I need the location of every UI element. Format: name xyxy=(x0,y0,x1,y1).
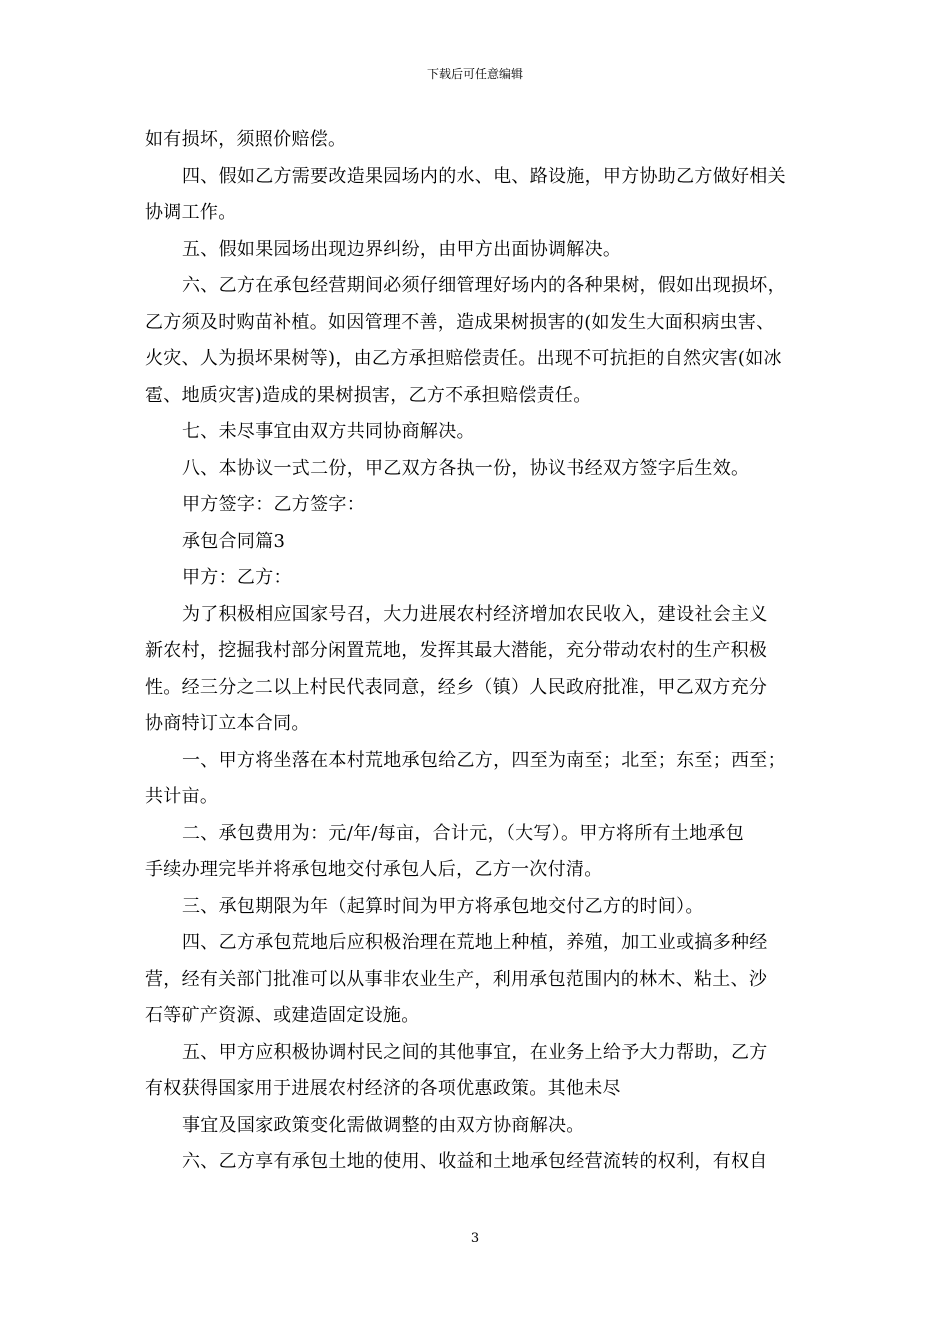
paragraph-line: 五、甲方应积极协调村民之间的其他事宜，在业务上给予大力帮助，乙方 xyxy=(182,1041,768,1063)
paragraph-line: 乙方须及时购苗补植。如因管理不善，造成果树损害的(如发生大面积病虫害、 xyxy=(145,311,775,333)
paragraph-line: 八、本协议一式二份，甲乙双方各执一份，协议书经双方签字后生效。 xyxy=(182,457,750,479)
paragraph-line: 为了积极相应国家号召，大力进展农村经济增加农民收入，建设社会主义 xyxy=(182,603,768,625)
paragraph-line: 甲方：乙方： xyxy=(182,567,292,588)
page-number: 3 xyxy=(470,1231,480,1246)
paragraph-line: 共计亩。 xyxy=(145,786,219,807)
paragraph-line: 性。经三分之二以上村民代表同意，经乡（镇）人民政府批准，甲乙双方充分 xyxy=(145,676,768,698)
paragraph-line: 手续办理完毕并将承包地交付承包人后，乙方一次付清。 xyxy=(145,859,603,880)
paragraph-line: 有权获得国家用于进展农村经济的各项优惠政策。其他未尽 xyxy=(145,1078,621,1099)
page-header: 下载后可任意编辑 xyxy=(426,67,523,81)
section-heading: 承包合同篇3 xyxy=(182,530,286,552)
paragraph-line: 协商特订立本合同。 xyxy=(145,713,310,734)
paragraph-line: 火灾、人为损坏果树等)，由乙方承担赔偿责任。出现不可抗拒的自然灾害(如冰 xyxy=(145,348,782,369)
paragraph-line: 如有损坏，须照价赔偿。 xyxy=(145,129,347,150)
paragraph-line: 新农村，挖掘我村部分闲置荒地，发挥其最大潜能，充分带动农村的生产积极 xyxy=(145,640,768,661)
paragraph-line: 一、甲方将坐落在本村荒地承包给乙方，四至为南至；北至；东至；西至； xyxy=(182,749,786,771)
paragraph-line: 二、承包费用为：元/年/每亩，合计元，（大写）。甲方将所有土地承包 xyxy=(182,822,745,844)
paragraph-line: 六、乙方享有承包土地的使用、收益和土地承包经营流转的权利，有权自 xyxy=(182,1151,768,1172)
paragraph-line: 营，经有关部门批准可以从事非农业生产，利用承包范围内的林木、粘土、沙 xyxy=(145,968,768,990)
paragraph-line: 四、乙方承包荒地后应积极治理在荒地上种植，养殖，加工业或搞多种经 xyxy=(182,932,768,953)
paragraph-line: 五、假如果园场出现边界纠纷，由甲方出面协调解决。 xyxy=(182,238,622,260)
paragraph-line: 雹、地质灾害)造成的果树损害，乙方不承担赔偿责任。 xyxy=(145,384,592,406)
paragraph-line: 六、乙方在承包经营期间必须仔细管理好场内的各种果树，假如出现损坏， xyxy=(182,275,786,296)
paragraph-line: 石等矿产资源、或建造固定设施。 xyxy=(145,1005,420,1026)
paragraph-line: 甲方签字：乙方签字： xyxy=(182,494,365,515)
document-body xyxy=(145,122,825,1181)
paragraph-line: 协调工作。 xyxy=(145,202,237,223)
paragraph-line: 三、承包期限为年（起算时间为甲方将承包地交付乙方的时间）。 xyxy=(182,895,704,917)
paragraph-line: 四、假如乙方需要改造果园场内的水、电、路设施，甲方协助乙方做好相关 xyxy=(182,165,786,187)
paragraph-line: 七、未尽事宜由双方共同协商解决。 xyxy=(182,421,475,442)
paragraph-line: 事宜及国家政策变化需做调整的由双方协商解决。 xyxy=(182,1114,585,1136)
